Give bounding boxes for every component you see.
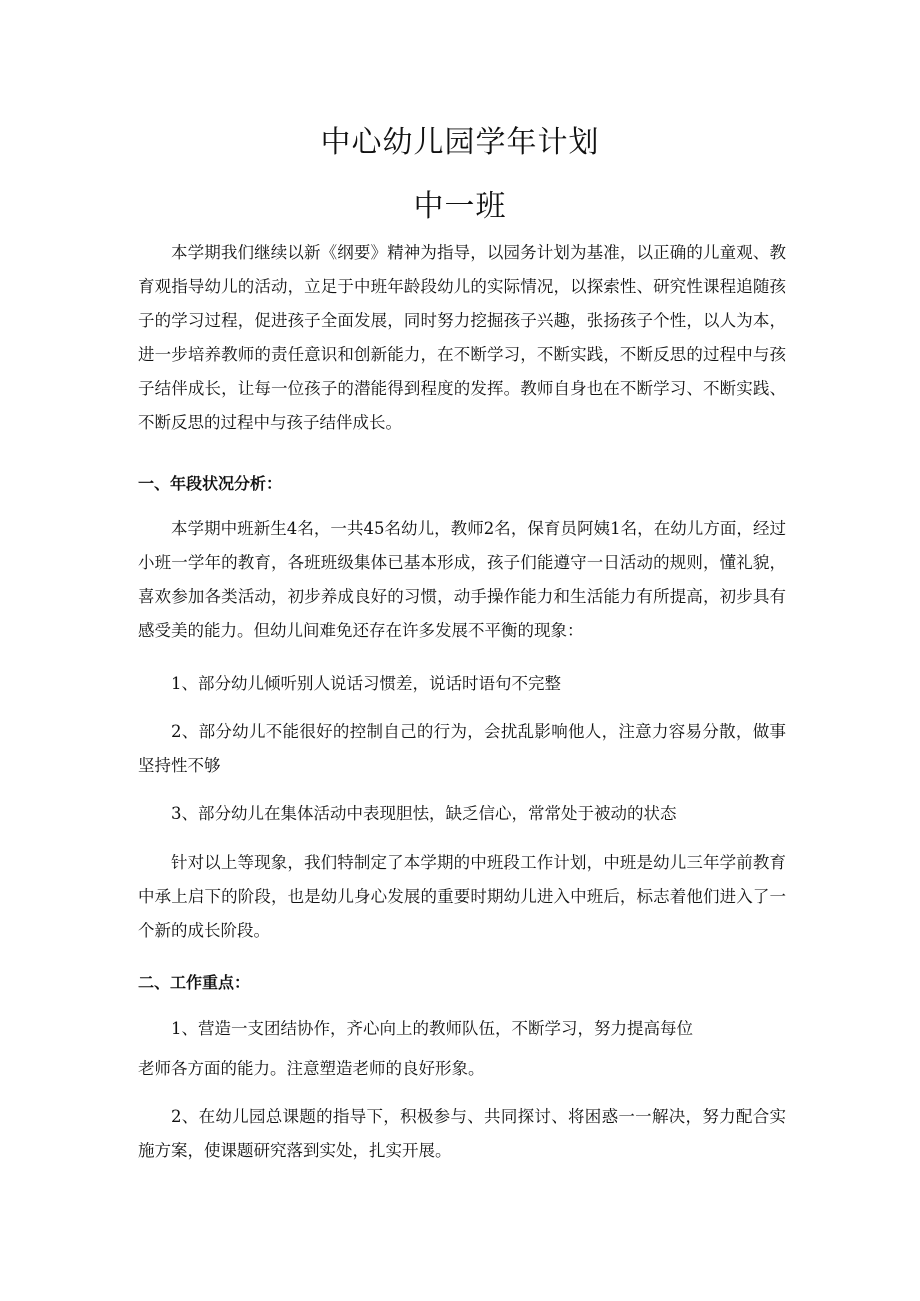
list-item: 3、部分幼儿在集体活动中表现胆怯，缺乏信心，常常处于被动的状态 xyxy=(171,804,677,823)
section1-paragraph: 本学期中班新生4名，一共45名幼儿，教师2名，保育员阿姨1名，在幼儿方面，经过小班一学年的教育，各班班级集体已基本形成，孩子们能遵守一日活动的规则，懂礼貌，喜欢参加各类活动，初步养成良好的习惯，动手操作能力和生活能力有所提高，初步具有感受美的能力。但幼儿间难免还存在许多发展不平衡的现象： xyxy=(138,519,786,640)
list-item: 2、部分幼儿不能很好的控制自己的行为，会扰乱影响他人，注意力容易分散，做事坚持性不够 xyxy=(138,722,786,775)
document-title: 中心幼儿园学年计划 xyxy=(320,125,600,160)
document-subtitle: 中一班 xyxy=(413,189,507,224)
list-item: 1、部分幼儿倾听别人说话习惯差，说话时语句不完整 xyxy=(171,674,561,693)
list-item: 1、营造一支团结协作，齐心向上的教师队伍，不断学习，努力提高每位 xyxy=(171,1019,693,1038)
section1-heading: 一、年段状况分析： xyxy=(138,474,283,493)
intro-paragraph: 本学期我们继续以新《纲要》精神为指导，以园务计划为基准，以正确的儿童观、教育观指导幼儿的活动，立足于中班年龄段幼儿的实际情况，以探索性、研究性课程追随孩子的学习过程，促进孩子全面发展，同时努力挖掘孩子兴趣，张扬孩子个性，以人为本，进一步培养教师的责任意识和创新能力，在不断学习，不断实践，不断反思的过程中与孩子结伴成长，让每一位孩子的潜能得到程度的发挥。教师自身也在不断学习、不断实践、不断反思的过程中与孩子结伴成长。 xyxy=(138,243,786,432)
list-item-continuation: 老师各方面的能力。注意塑造老师的良好形象。 xyxy=(138,1059,485,1078)
list-item: 2、在幼儿园总课题的指导下，积极参与、共同探讨、将困惑一一解决，努力配合实施方案，使课题研究落到实处，扎实开展。 xyxy=(138,1107,786,1160)
section2-heading: 二、工作重点： xyxy=(138,973,251,992)
section1-conclusion: 针对以上等现象，我们特制定了本学期的中班段工作计划，中班是幼儿三年学前教育中承上启下的阶段，也是幼儿身心发展的重要时期幼儿进入中班后，标志着他们进入了一个新的成长阶段。 xyxy=(138,853,786,940)
